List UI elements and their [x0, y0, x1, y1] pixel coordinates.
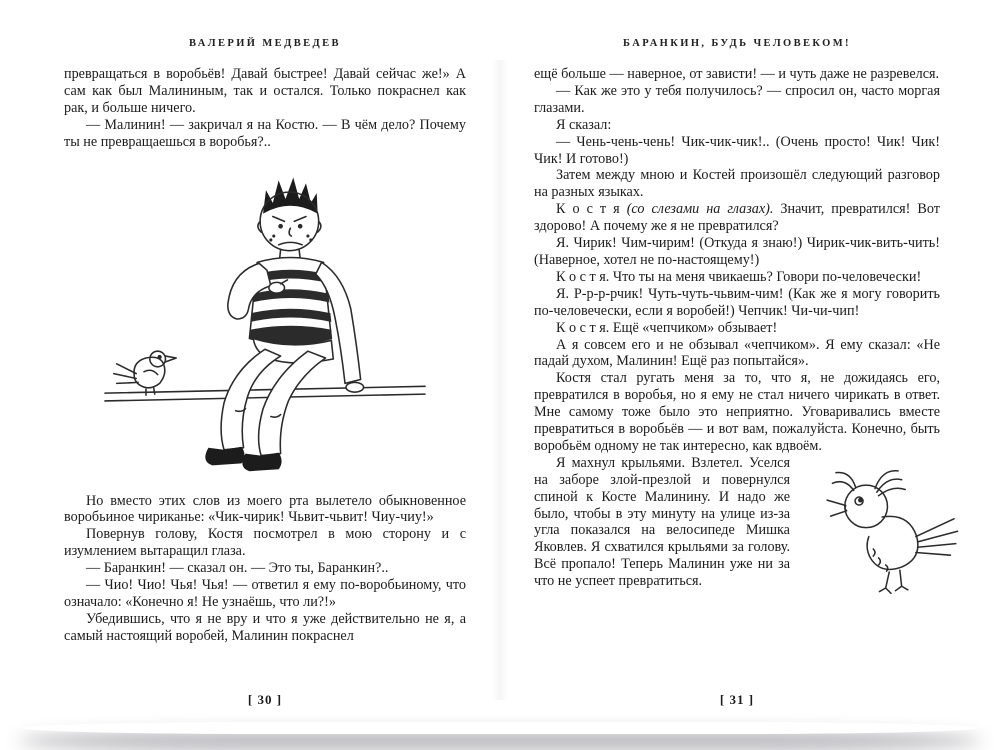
paragraph-dialog: [534, 201, 940, 235]
page-bottom-shadow: [22, 722, 978, 734]
paragraph: — Как же это у тебя получилось? — спросил он, часто моргая глазами.: [534, 82, 940, 116]
paragraph: ещё больше — наверное, от зависти! — и чуть даже не разревелся.: [534, 66, 940, 82]
paragraph: Убедившись, что я не вру и что я уже действительно не я, а самый настоящий воробей, Малинин покраснел: [64, 610, 466, 644]
paragraph: К о с т я. Что ты на меня чвикаешь? Говори по-человечески!: [556, 268, 922, 285]
paragraph: Я. Чирик! Чим-чирим! (Откуда я знаю!) Чирик-чик-вить-чить! (Наверное, хотел не по-настоящему!): [534, 235, 940, 268]
paragraph: К о с т я. Ещё «чепчиком» обзывает!: [556, 319, 778, 336]
page-number-left: [ 30 ]: [247, 692, 283, 707]
paragraph: [534, 455, 940, 590]
sparrow-illustration: [798, 457, 940, 609]
paragraph: Но вместо этих слов из моего рта вылетело обыкновенное воробьиное чириканье: «Чик-чирик! Чьвит-чьвит! Чиу-чиу!»: [64, 492, 466, 526]
gutter-shadow: [492, 60, 508, 700]
running-header-title: БАРАНКИН, БУДЬ ЧЕЛОВЕКОМ!: [623, 38, 851, 49]
running-header-author: ВАЛЕРИЙ МЕДВЕДЕВ: [189, 38, 341, 49]
paragraph: Я. Р-р-р-рчик! Чуть-чуть-чьвим-чим! (Как же я могу говорить по-человечески, если я воробей!) Чепчик! Чи-чи-чип!: [534, 285, 940, 319]
paragraph: Я сказал:: [556, 116, 612, 133]
paragraph: А я совсем его и не обзывал «чепчиком». Я ему сказал: «Не падай духом, Малинин! Ещё раз попытайся».: [534, 336, 940, 370]
page-number-right: [ 31 ]: [719, 692, 755, 707]
boy-illustration: [95, 157, 435, 479]
paragraph: Костя стал ругать меня за то, что я, не дожидаясь его, превратился в воробья, но я ему не стал ничего чирикать в ответ. Мне самому тоже было это неприятно. Уговаривались вместе превратиться в воробьёв — и вот вам, пожалуйста. Конечно, быть воробьём одному не так интересно, как вдвоём.: [534, 370, 940, 454]
dialog-stage-direction: (со слезами на глазах).: [626, 201, 774, 218]
page-left: [64, 38, 466, 738]
paragraph-text: Я махнул крыльями. Взлетел. Уселся на заборе злой-презлой и повернулся спиной к Косте Малинину. И надо же было, чтобы в эту минуту на улице из-за угла показался на велосипеде Мишка Яковлев. Я схватился крыльями за голову. Всё пропало! Теперь Малинин уже ни за что не успеет превратиться.: [534, 454, 790, 590]
paragraph: — Чио! Чио! Чья! Чья! — ответил я ему по-воробьиному, что означало: «Конечно я! Не узнаёшь, что ли?!»: [64, 577, 466, 610]
dialog-speaker: К о с т я: [556, 201, 627, 218]
paragraph: Затем между мною и Костей произошёл следующий разговор на разных языках.: [534, 167, 940, 201]
boy-drawing: [95, 157, 435, 479]
paragraph: превращаться в воробьёв! Давай быстрее! Давай сейчас же!» А сам как был Малининым, так и остался. Только покраснел как рак, и больше ничего.: [64, 66, 466, 116]
paragraph: — Баранкин! — сказал он. — Это ты, Баранкин?..: [86, 560, 389, 577]
sparrow-drawing: [820, 457, 962, 609]
dialog-text: Значит, превратился! Вот здорово! А почему же я не превратился?: [534, 201, 940, 235]
paragraph: — Малинин! — закричал я на Костю. — В чём дело? Почему ты не превращаешься в воробья?..: [64, 116, 466, 150]
page-right: [534, 38, 940, 738]
paragraph: Повернув голову, Костя посмотрел в мою сторону и с изумлением вытаращил глаза.: [64, 526, 466, 560]
small-sparrow: [114, 351, 176, 395]
paragraph: — Чень-чень-чень! Чик-чик-чик!.. (Очень просто! Чик! Чик! Чик! И готово!): [534, 133, 940, 167]
